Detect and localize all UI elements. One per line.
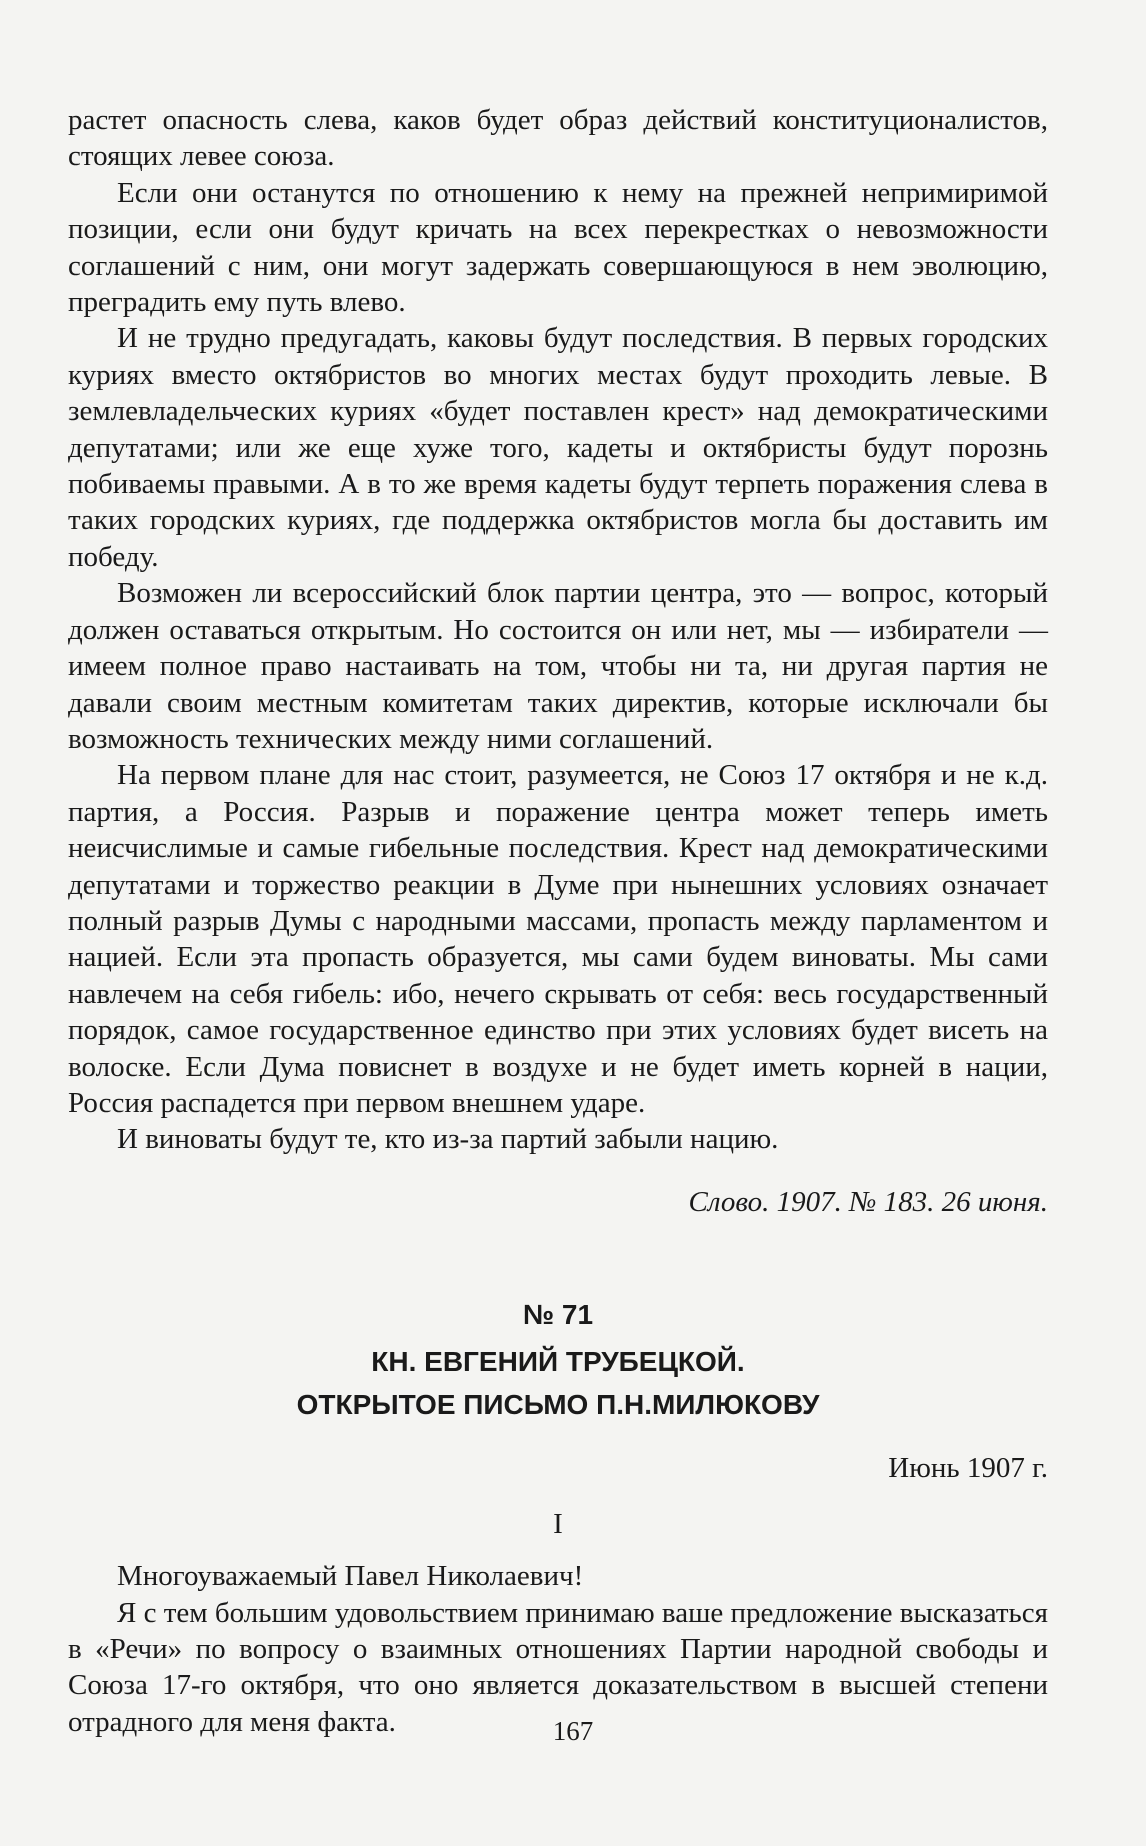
paragraph: Возможен ли всероссийский блок партии центра, это — вопрос, который должен оставаться открытым. Но состоится он или нет, мы — избиратели — имеем полное право настаивать на том, чтобы ни та, ни другая партия не давали своим местным комитетам таких директив, которые исключали бы возможность технических между ними соглашений.	[68, 577, 1048, 755]
letter-paragraph: Я с тем большим удовольствием принимаю ваше предложение высказаться в «Речи» по вопросу о взаимных отношениях Партии народной свободы и Союза 17-го октября, что оно является доказательством в высшей степени отрадного для меня факта.	[68, 1596, 1048, 1738]
document-number: № 71	[522, 1299, 594, 1331]
page-number: 167	[552, 1716, 594, 1746]
document-title-heading: ОТКРЫТОЕ ПИСЬМО П.Н.МИЛЮКОВУ	[296, 1389, 820, 1421]
document-title-author: КН. ЕВГЕНИЙ ТРУБЕЦКОЙ.	[371, 1346, 745, 1378]
salutation: Многоуважаемый Павел Николаевич!	[117, 1560, 584, 1593]
paragraph-continuation: растет опасность слева, каков будет образ действий конституционалистов, стоящих левее союза.	[68, 104, 1048, 173]
page-body	[68, 102, 1048, 1740]
section-number: I	[553, 1508, 563, 1541]
paragraph: И виноваты будут те, кто из-за партий забыли нацию.	[117, 1123, 779, 1156]
document-date: Июнь 1907 г.	[888, 1452, 1048, 1485]
paragraph: И не трудно предугадать, каковы будут последствия. В первых городских куриях вместо октябристов во многих местах будут проходить левые. В землевладельческих куриях «будет поставлен крест» над демократическими депутатами; или же еще хуже того, кадеты и октябристы будут порознь побиваемы правыми. А в то же время кадеты будут терпеть поражения слева в таких городских куриях, где поддержка октябристов могла бы доставить им победу.	[68, 322, 1048, 573]
document-title	[68, 1340, 1048, 1426]
paragraph: На первом плане для нас стоит, разумеется, не Союз 17 октября и не к.д. партия, а Россия. Разрыв и поражение центра может теперь иметь неисчислимые и самые гибельные последствия. Крест над демократическими депутатами и торжество реакции в Думе при нынешних условиях означает полный разрыв Думы с народными массами, пропасть между парламентом и нацией. Если эта пропасть образуется, мы сами будем виноваты. Мы сами навлечем на себя гибель: ибо, нечего скрывать от себя: весь государственный порядок, самое государственное единство при этих условиях будет висеть на волоске. Если Дума повиснет в воздухе и не будет иметь корней в нации, Россия распадется при первом внешнем ударе.	[68, 759, 1048, 1119]
paragraph: Если они останутся по отношению к нему на прежней непримиримой позиции, если они будут кричать на всех перекрестках о невозможности соглашений с ним, они могут задержать совершающуюся в нем эволюцию, преградить ему путь влево.	[68, 176, 1048, 319]
source-citation: Слово. 1907. № 183. 26 июня.	[688, 1185, 1048, 1218]
